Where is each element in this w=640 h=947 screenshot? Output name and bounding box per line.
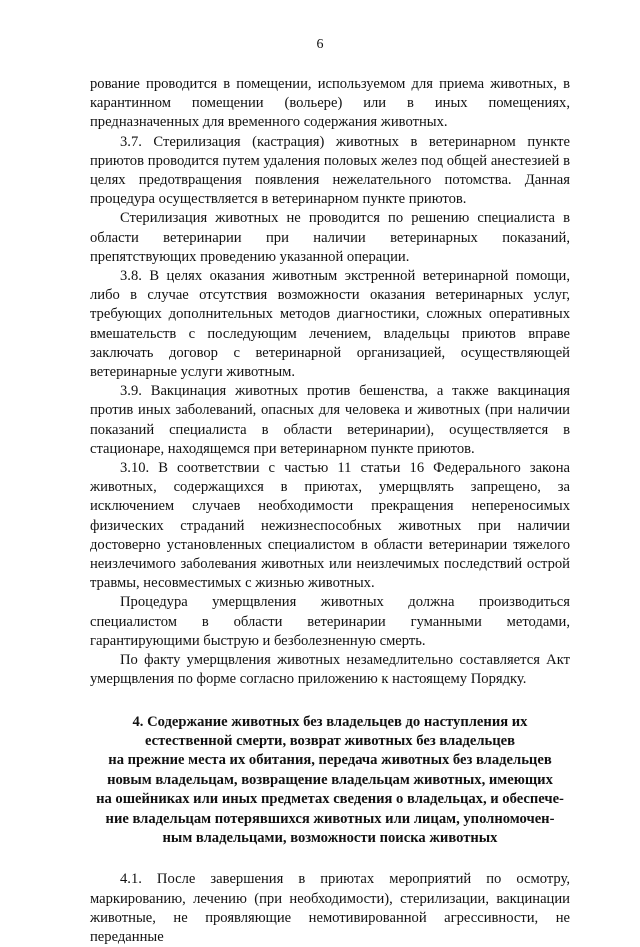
- paragraph: Стерилизация животных не проводится по решению специалиста в области ветеринарии при наличии ветеринарных показаний, препятствующих проведению указанной операции.: [90, 210, 570, 265]
- section-heading-line: на прежние места их обитания, передача животных без владельцев: [108, 752, 552, 769]
- paragraphs-after-heading: [90, 870, 570, 947]
- paragraph: 3.10. В соответствии с частью 11 статьи 16 Федерального закона животных, содержащихся в приютах, умерщвлять запрещено, за исключением случаев необходимости прекращения непереносимых физических страданий нежизнеспособных животных при наличии достоверно установленных специалистом в области ветеринарии тяжелого неизлечимого заболевания животных или неизлечимых последствий острой травмы, несовместимых с жизнью животных.: [90, 460, 570, 592]
- section-heading-line: 4. Содержание животных без владельцев до наступления их: [132, 713, 528, 730]
- paragraph: Процедура умерщвления животных должна производиться специалистом в области ветеринарии гуманными методами, гарантирующими быструю и безболезненную смерть.: [90, 594, 570, 649]
- paragraph: рование проводится в помещении, используемом для приема животных, в карантинном помещении (вольере) или в иных помещениях, предназначенных для временного содержания животных.: [90, 76, 570, 131]
- section-heading-line: на ошейниках или иных предметах сведения о владельцах, и обеспече-: [96, 791, 564, 808]
- section-heading: [90, 713, 570, 849]
- paragraph: 3.7. Стерилизация (кастрация) животных в ветеринарном пункте приютов проводится путем удаления половых желез под общей анестезией в целях предотвращения появления нежелательного потомства. Данная процедура осуществляется в ветеринарном пункте приютов.: [90, 133, 570, 208]
- paragraph: 3.9. Вакцинация животных против бешенства, а также вакцинация против иных заболеваний, опасных для человека и животных (при наличии показаний специалиста в области ветеринарии), осуществляется в стационаре, находящемся при ветеринарном пункте приютов.: [90, 383, 570, 457]
- paragraph: 4.1. После завершения в приютах мероприятий по осмотру, маркированию, лечению (при необходимости), стерилизации, вакцинации животные, не проявляющие немотивированной агрессивности, не переданные: [90, 871, 570, 945]
- section-heading-line: естественной смерти, возврат животных без владельцев: [144, 732, 516, 749]
- paragraph: По факту умерщвления животных незамедлительно составляется Акт умерщвления по форме согласно приложению к настоящему Порядку.: [90, 652, 570, 688]
- document-body: [90, 75, 570, 947]
- paragraphs-before-heading: [90, 75, 570, 690]
- section-heading-line: ние владельцам потерявшихся животных или лицам, уполномочен-: [105, 810, 555, 827]
- section-heading-line: новым владельцам, возвращение владельцам животных, имеющих: [107, 771, 553, 788]
- section-heading-line: ным владельцами, возможности поиска животных: [162, 829, 498, 846]
- page-number: 6: [316, 37, 324, 52]
- paragraph: 3.8. В целях оказания животным экстренной ветеринарной помощи, либо в случае отсутствия возможности оказания ветеринарных услуг, требующих дополнительных методов диагностики, сложных оперативных вмешательств с последующим лечением, владельцы приютов вправе заключать договор с ветеринарной организацией, осуществляющей ветеринарные услуги животным.: [90, 268, 570, 381]
